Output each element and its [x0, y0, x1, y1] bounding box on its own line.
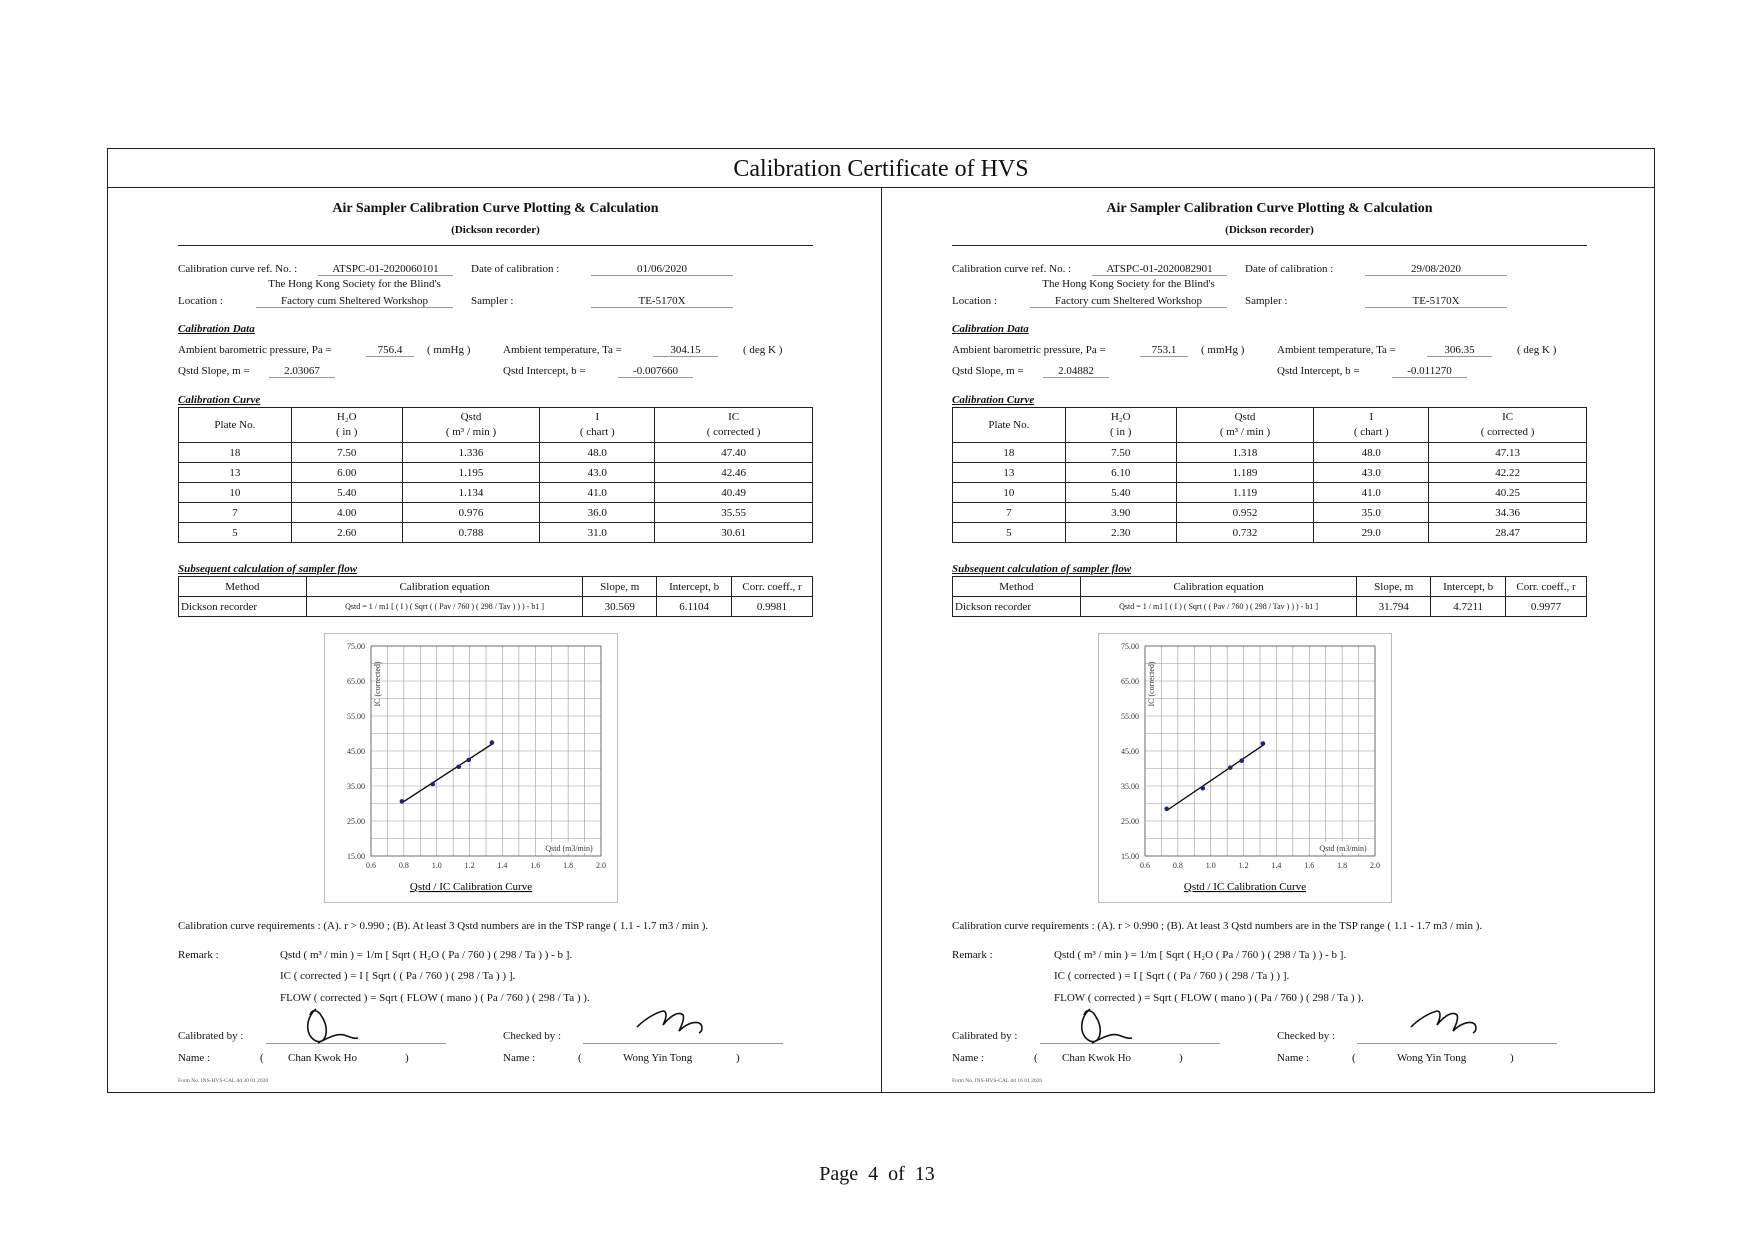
table-cell: 7 — [179, 503, 292, 523]
table-cell: 7 — [953, 503, 1066, 523]
calibrated-name-label: Name : — [178, 1052, 211, 1064]
remark-line-1: Qstd ( m³ / min ) = 1/m [ Sqrt ( H₂O ( Pa / 760 ) ( 298 / Ta ) ) - b ]. — [1054, 949, 1347, 961]
x-tick-label: 1.6 — [530, 861, 541, 870]
table-row — [179, 523, 813, 543]
data-point — [466, 758, 471, 763]
checked-name-close-paren: ) — [1510, 1052, 1514, 1064]
location-line-2: Factory cum Sheltered Workshop — [1030, 295, 1227, 308]
table-cell: 43.0 — [540, 463, 655, 483]
table-row — [953, 503, 1587, 523]
x-tick-label: 1.8 — [563, 861, 574, 870]
flow-header-cell: Slope, m — [1357, 577, 1431, 597]
column-header — [953, 408, 1066, 443]
temperature-label: Ambient temperature, Ta = — [503, 344, 622, 356]
x-tick-label: 1.6 — [1304, 861, 1315, 870]
data-point — [400, 799, 405, 804]
calibration-chart — [1098, 633, 1392, 903]
pressure-value: 753.1 — [1140, 344, 1188, 357]
table-cell: 18 — [179, 443, 292, 463]
table-cell: 1.134 — [402, 483, 540, 503]
data-point — [490, 740, 495, 745]
checked-by-signature — [1407, 1003, 1497, 1043]
location-label: Location : — [178, 295, 223, 307]
sheet-subheading: (Dickson recorder) — [1225, 224, 1314, 236]
subsequent-calculation-title: Subsequent calculation of sampler flow — [178, 563, 358, 575]
flow-header-cell: Calibration equation — [306, 577, 582, 597]
heading-rule — [952, 245, 1587, 246]
calibrated-name-open-paren: ( — [260, 1052, 264, 1064]
data-point — [1228, 765, 1233, 770]
checked-name-close-paren: ) — [736, 1052, 740, 1064]
calibration-curve-title: Calibration Curve — [178, 394, 261, 406]
column-header-unit: ( m³ / min ) — [1219, 426, 1271, 438]
calibration-table-header — [179, 408, 813, 443]
column-header-top: IC — [1502, 411, 1514, 423]
column-header-top: IC — [728, 411, 740, 423]
certificate-title: Calibration Certificate of HVS — [108, 149, 1654, 188]
sheet-heading: Air Sampler Calibration Curve Plotting & Calculation — [332, 201, 659, 216]
ref-value: ATSPC-01-2020060101 — [318, 263, 453, 276]
sheet-subheading: (Dickson recorder) — [451, 224, 540, 236]
trend-line — [1167, 745, 1263, 810]
y-axis-label: IC (corrected) — [1147, 661, 1156, 707]
x-tick-label: 1.2 — [464, 861, 475, 870]
remark-line-2: IC ( corrected ) = I [ Sqrt ( ( Pa / 760 ) ( 298 / Ta ) ) ]. — [1054, 970, 1290, 982]
flow-table-row — [179, 597, 813, 617]
calibration-chart — [324, 633, 618, 903]
pressure-value: 756.4 — [366, 344, 414, 357]
column-header-unit: ( m³ / min ) — [445, 426, 497, 438]
checked-name-open-paren: ( — [1352, 1052, 1356, 1064]
flow-header-cell: Intercept, b — [1431, 577, 1506, 597]
table-row — [179, 463, 813, 483]
column-header-top: Qstd — [1234, 411, 1256, 423]
table-cell: 42.22 — [1429, 463, 1587, 483]
column-header-top: Qstd — [460, 411, 482, 423]
column-header-top: I — [1369, 411, 1374, 423]
calibrated-name: Chan Kwok Ho — [1062, 1052, 1132, 1064]
table-cell: 10 — [953, 483, 1066, 503]
form-number: Form No. INS-HVS-CAL dd 16 01 2020 — [952, 1078, 1043, 1084]
y-tick-label: 35.00 — [347, 782, 365, 791]
table-cell: 5 — [953, 523, 1066, 543]
x-tick-label: 0.6 — [1140, 861, 1150, 870]
flow-cell: Dickson recorder — [953, 597, 1081, 617]
calibration-sheet-1 — [108, 187, 881, 1092]
table-cell: 31.0 — [540, 523, 655, 543]
flow-cell: 30.569 — [583, 597, 657, 617]
x-tick-label: 0.8 — [398, 861, 409, 870]
x-tick-label: 1.4 — [497, 861, 508, 870]
location-line-1: The Hong Kong Society for the Blind's — [268, 278, 441, 290]
column-header-unit: ( in ) — [1110, 426, 1132, 438]
remark-line-3: FLOW ( corrected ) = Sqrt ( FLOW ( mano ) ( Pa / 760 ) ( 298 / Ta ) ). — [280, 992, 590, 1004]
column-header-unit: ( corrected ) — [706, 426, 761, 438]
table-row — [953, 443, 1587, 463]
data-point — [430, 782, 435, 787]
flow-header-cell: Corr. coeff., r — [1506, 577, 1587, 597]
ref-label: Calibration curve ref. No. : — [952, 263, 1072, 275]
intercept-label: Qstd Intercept, b = — [503, 365, 586, 377]
flow-header-cell: Method — [179, 577, 307, 597]
certificate-frame — [107, 148, 1655, 1093]
y-tick-label: 25.00 — [347, 817, 365, 826]
table-cell: 29.0 — [1314, 523, 1429, 543]
column-header-unit: ( in ) — [336, 426, 358, 438]
intercept-value: -0.007660 — [618, 365, 693, 378]
table-cell: 10 — [179, 483, 292, 503]
column-header — [1065, 408, 1176, 443]
y-tick-label: 55.00 — [347, 712, 365, 721]
table-cell: 48.0 — [1314, 443, 1429, 463]
checked-by-line — [1357, 1043, 1557, 1044]
y-tick-label: 55.00 — [1121, 712, 1139, 721]
remark-label: Remark : — [952, 949, 993, 961]
remark-line-3: FLOW ( corrected ) = Sqrt ( FLOW ( mano ) ( Pa / 760 ) ( 298 / Ta ) ). — [1054, 992, 1364, 1004]
column-header — [179, 408, 292, 443]
table-cell: 0.788 — [402, 523, 540, 543]
table-cell: 13 — [953, 463, 1066, 483]
table-row — [953, 483, 1587, 503]
column-header — [655, 408, 813, 443]
slope-value: 2.04882 — [1043, 365, 1109, 378]
column-header — [540, 408, 655, 443]
y-tick-label: 45.00 — [1121, 747, 1139, 756]
calibration-data-title: Calibration Data — [952, 323, 1029, 335]
calibrated-by-label: Calibrated by : — [952, 1030, 1018, 1042]
calibrated-by-label: Calibrated by : — [178, 1030, 244, 1042]
checked-name-label: Name : — [503, 1052, 536, 1064]
calibrated-by-signature — [296, 1003, 376, 1047]
flow-table — [952, 576, 1587, 617]
data-point — [1164, 807, 1169, 812]
date-value: 01/06/2020 — [591, 263, 733, 276]
table-cell: 2.60 — [291, 523, 402, 543]
data-point — [456, 764, 461, 769]
flow-cell: Qstd = 1 / m1 [ ( I ) ( Sqrt ( ( Pav / 760 ) ( 298 / Tav ) ) ) - b1 ] — [1080, 597, 1356, 617]
calibration-table — [178, 407, 813, 543]
temperature-value: 306.35 — [1427, 344, 1492, 357]
pressure-unit: ( mmHg ) — [1201, 344, 1245, 356]
checked-name-label: Name : — [1277, 1052, 1310, 1064]
x-axis-label: Qstd (m3/min) — [1319, 844, 1367, 853]
y-tick-label: 45.00 — [347, 747, 365, 756]
slope-label: Qstd Slope, m = — [178, 365, 250, 377]
column-header — [291, 408, 402, 443]
y-tick-label: 65.00 — [347, 677, 365, 686]
table-cell: 1.189 — [1176, 463, 1314, 483]
column-header — [1429, 408, 1587, 443]
date-label: Date of calibration : — [1245, 263, 1334, 275]
table-cell: 41.0 — [540, 483, 655, 503]
table-cell: 0.732 — [1176, 523, 1314, 543]
y-tick-label: 15.00 — [347, 852, 365, 861]
flow-header-cell: Method — [953, 577, 1081, 597]
date-value: 29/08/2020 — [1365, 263, 1507, 276]
table-cell: 4.00 — [291, 503, 402, 523]
flow-cell: 0.9981 — [732, 597, 813, 617]
flow-header-cell: Corr. coeff., r — [732, 577, 813, 597]
pressure-label: Ambient barometric pressure, Pa = — [952, 344, 1106, 356]
table-cell: 30.61 — [655, 523, 813, 543]
column-header-top: Plate No. — [988, 418, 1030, 431]
flow-header-cell: Slope, m — [583, 577, 657, 597]
temperature-value: 304.15 — [653, 344, 718, 357]
calibration-curve-title: Calibration Curve — [952, 394, 1035, 406]
trend-line — [402, 744, 492, 803]
table-row — [953, 463, 1587, 483]
flow-header-cell: Calibration equation — [1080, 577, 1356, 597]
table-cell: 6.10 — [1065, 463, 1176, 483]
y-tick-label: 75.00 — [1121, 642, 1139, 651]
table-cell: 40.49 — [655, 483, 813, 503]
y-tick-label: 35.00 — [1121, 782, 1139, 791]
calibrated-name: Chan Kwok Ho — [288, 1052, 358, 1064]
table-cell: 6.00 — [291, 463, 402, 483]
calibrated-by-signature — [1070, 1003, 1150, 1047]
table-cell: 35.0 — [1314, 503, 1429, 523]
remark-label: Remark : — [178, 949, 219, 961]
slope-value: 2.03067 — [269, 365, 335, 378]
ref-label: Calibration curve ref. No. : — [178, 263, 298, 275]
calibration-requirements: Calibration curve requirements : (A). r > 0.990 ; (B). At least 3 Qstd numbers are in the TSP range ( 1.1 - 1.7 m3 / min ). — [952, 920, 1483, 932]
checked-name: Wong Yin Tong — [1397, 1052, 1467, 1064]
table-cell: 18 — [953, 443, 1066, 463]
column-header — [1176, 408, 1314, 443]
table-cell: 41.0 — [1314, 483, 1429, 503]
remark-line-2: IC ( corrected ) = I [ Sqrt ( ( Pa / 760 ) ( 298 / Ta ) ) ]. — [280, 970, 516, 982]
chart-title: Qstd / IC Calibration Curve — [409, 881, 533, 893]
temperature-unit: ( deg K ) — [1517, 344, 1557, 356]
table-cell: 28.47 — [1429, 523, 1587, 543]
flow-cell: 4.7211 — [1431, 597, 1506, 617]
pressure-unit: ( mmHg ) — [427, 344, 471, 356]
table-cell: 48.0 — [540, 443, 655, 463]
flow-table — [178, 576, 813, 617]
calibration-chart-svg — [1099, 634, 1391, 902]
calibration-chart-svg — [325, 634, 617, 902]
table-cell: 7.50 — [291, 443, 402, 463]
x-tick-label: 1.4 — [1271, 861, 1282, 870]
x-tick-label: 0.6 — [366, 861, 376, 870]
column-header-top: H₂O — [1110, 411, 1131, 423]
column-header — [1314, 408, 1429, 443]
data-point — [1201, 786, 1206, 791]
checked-by-label: Checked by : — [1277, 1030, 1336, 1042]
column-header-top: H₂O — [336, 411, 357, 423]
column-header-top: Plate No. — [214, 418, 256, 431]
x-tick-label: 0.8 — [1172, 861, 1183, 870]
table-cell: 1.195 — [402, 463, 540, 483]
y-axis-label: IC (corrected) — [373, 661, 382, 707]
sampler-label: Sampler : — [471, 295, 514, 307]
checked-by-label: Checked by : — [503, 1030, 562, 1042]
table-cell: 36.0 — [540, 503, 655, 523]
column-header-unit: ( chart ) — [579, 426, 615, 438]
column-header-unit: ( corrected ) — [1480, 426, 1535, 438]
y-tick-label: 65.00 — [1121, 677, 1139, 686]
y-tick-label: 15.00 — [1121, 852, 1139, 861]
table-row — [179, 443, 813, 463]
table-cell: 47.40 — [655, 443, 813, 463]
flow-cell: 0.9977 — [1506, 597, 1587, 617]
table-cell: 0.952 — [1176, 503, 1314, 523]
data-point — [1261, 741, 1266, 746]
checked-by-signature — [633, 1003, 723, 1043]
location-label: Location : — [952, 295, 997, 307]
flow-table-row — [953, 597, 1587, 617]
table-cell: 40.25 — [1429, 483, 1587, 503]
table-cell: 13 — [179, 463, 292, 483]
column-header — [402, 408, 540, 443]
checked-name-open-paren: ( — [578, 1052, 582, 1064]
table-cell: 0.976 — [402, 503, 540, 523]
calibration-table-header — [953, 408, 1587, 443]
pressure-label: Ambient barometric pressure, Pa = — [178, 344, 332, 356]
flow-cell: 6.1104 — [657, 597, 732, 617]
table-cell: 2.30 — [1065, 523, 1176, 543]
flow-cell: Qstd = 1 / m1 [ ( I ) ( Sqrt ( ( Pav / 760 ) ( 298 / Tav ) ) ) - b1 ] — [306, 597, 582, 617]
data-point — [1239, 758, 1244, 763]
intercept-label: Qstd Intercept, b = — [1277, 365, 1360, 377]
calibrated-name-close-paren: ) — [405, 1052, 409, 1064]
table-cell: 1.336 — [402, 443, 540, 463]
flow-cell: 31.794 — [1357, 597, 1431, 617]
date-label: Date of calibration : — [471, 263, 560, 275]
x-tick-label: 1.0 — [1205, 861, 1216, 870]
calibrated-name-close-paren: ) — [1179, 1052, 1183, 1064]
table-cell: 7.50 — [1065, 443, 1176, 463]
x-axis-label: Qstd (m3/min) — [545, 844, 593, 853]
table-cell: 3.90 — [1065, 503, 1176, 523]
calibrated-name-label: Name : — [952, 1052, 985, 1064]
calibration-sheet-2 — [882, 187, 1655, 1092]
table-row — [179, 483, 813, 503]
sheet-heading: Air Sampler Calibration Curve Plotting & Calculation — [1106, 201, 1433, 216]
temperature-label: Ambient temperature, Ta = — [1277, 344, 1396, 356]
column-header-unit: ( chart ) — [1353, 426, 1389, 438]
calibrated-name-open-paren: ( — [1034, 1052, 1038, 1064]
table-cell: 35.55 — [655, 503, 813, 523]
subsequent-calculation-title: Subsequent calculation of sampler flow — [952, 563, 1132, 575]
table-row — [953, 523, 1587, 543]
sampler-value: TE-5170X — [591, 295, 733, 308]
location-line-1: The Hong Kong Society for the Blind's — [1042, 278, 1215, 290]
flow-table-header — [953, 577, 1587, 597]
checked-by-line — [583, 1043, 783, 1044]
x-tick-label: 1.0 — [431, 861, 442, 870]
ref-value: ATSPC-01-2020082901 — [1092, 263, 1227, 276]
remark-line-1: Qstd ( m³ / min ) = 1/m [ Sqrt ( H₂O ( Pa / 760 ) ( 298 / Ta ) ) - b ]. — [280, 949, 573, 961]
table-cell: 1.318 — [1176, 443, 1314, 463]
table-cell: 42.46 — [655, 463, 813, 483]
temperature-unit: ( deg K ) — [743, 344, 783, 356]
chart-title: Qstd / IC Calibration Curve — [1183, 881, 1307, 893]
calibration-table — [952, 407, 1587, 543]
form-number: Form No. INS-HVS-CAL dd 30 01 2020 — [178, 1078, 269, 1084]
table-row — [179, 503, 813, 523]
y-tick-label: 25.00 — [1121, 817, 1139, 826]
table-cell: 1.119 — [1176, 483, 1314, 503]
table-cell: 5.40 — [291, 483, 402, 503]
sampler-value: TE-5170X — [1365, 295, 1507, 308]
table-cell: 43.0 — [1314, 463, 1429, 483]
x-tick-label: 2.0 — [1370, 861, 1380, 870]
x-tick-label: 1.8 — [1337, 861, 1348, 870]
y-tick-label: 75.00 — [347, 642, 365, 651]
heading-rule — [178, 245, 813, 246]
table-cell: 47.13 — [1429, 443, 1587, 463]
flow-table-header — [179, 577, 813, 597]
checked-name: Wong Yin Tong — [623, 1052, 693, 1064]
intercept-value: -0.011270 — [1392, 365, 1467, 378]
calibration-data-title: Calibration Data — [178, 323, 255, 335]
column-header-top: I — [595, 411, 600, 423]
sampler-label: Sampler : — [1245, 295, 1288, 307]
table-cell: 5 — [179, 523, 292, 543]
x-tick-label: 2.0 — [596, 861, 606, 870]
flow-cell: Dickson recorder — [179, 597, 307, 617]
flow-header-cell: Intercept, b — [657, 577, 732, 597]
location-line-2: Factory cum Sheltered Workshop — [256, 295, 453, 308]
slope-label: Qstd Slope, m = — [952, 365, 1024, 377]
page-number: Page 4 of 13 — [819, 1163, 935, 1185]
table-cell: 5.40 — [1065, 483, 1176, 503]
calibration-requirements: Calibration curve requirements : (A). r > 0.990 ; (B). At least 3 Qstd numbers are in the TSP range ( 1.1 - 1.7 m3 / min ). — [178, 920, 709, 932]
x-tick-label: 1.2 — [1238, 861, 1249, 870]
table-cell: 34.36 — [1429, 503, 1587, 523]
